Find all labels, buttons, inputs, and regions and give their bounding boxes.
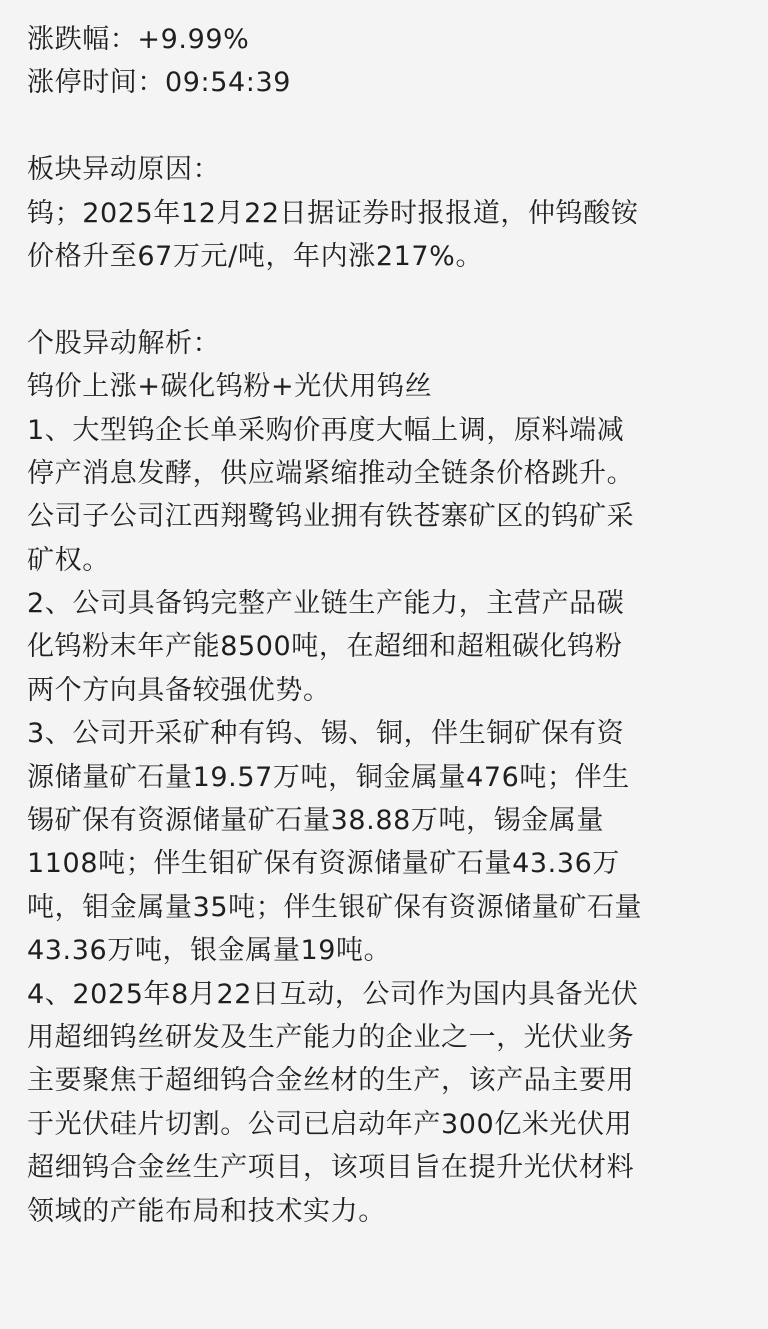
sector-reason-heading: 板块异动原因： bbox=[27, 154, 221, 186]
point-line: 领域的产能布局和技术实力。 bbox=[27, 1195, 386, 1227]
point-line: 吨，钼金属量35吨；伴生银矿保有资源储量矿石量 bbox=[27, 891, 643, 923]
point-line: 停产消息发酵，供应端紧缩推动全链条价格跳升。 bbox=[27, 457, 635, 489]
analysis-point-1 bbox=[27, 409, 747, 583]
point-line: 43.36万吨，银金属量19吨。 bbox=[27, 935, 392, 967]
point-line: 锡矿保有资源储量矿石量38.88万吨，锡金属量 bbox=[27, 805, 605, 837]
point-line: 3、公司开采矿种有钨、锡、铜，伴生铜矿保有资 bbox=[27, 718, 625, 750]
point-line: 两个方向具备较强优势。 bbox=[27, 674, 331, 706]
point-line: 于光伏硅片切割。公司已启动年产300亿米光伏用 bbox=[27, 1108, 633, 1140]
point-line: 2、公司具备钨完整产业链生产能力，主营产品碳 bbox=[27, 588, 625, 620]
point-line: 公司子公司江西翔鹭钨业拥有铁苍寨矿区的钨矿采 bbox=[27, 501, 635, 533]
point-line: 矿权。 bbox=[27, 544, 110, 576]
spacer bbox=[27, 278, 747, 321]
price-change-line: 涨跌幅：+9.99% bbox=[27, 24, 250, 55]
spacer bbox=[27, 105, 747, 148]
point-line: 超细钨合金丝生产项目，该项目旨在提升光伏材料 bbox=[27, 1152, 635, 1184]
sector-reason-line: 钨；2025年12月22日据证券时报报道，仲钨酸铵 bbox=[27, 197, 639, 229]
point-line: 化钨粉末年产能8500吨，在超细和超粗碳化钨粉 bbox=[27, 631, 623, 663]
point-line: 用超细钨丝研发及生产能力的企业之一，光伏业务 bbox=[27, 1021, 635, 1053]
stock-analysis-heading: 个股异动解析： bbox=[27, 327, 221, 359]
sector-reason-line: 价格升至67万元/吨，年内涨217%。 bbox=[27, 240, 484, 272]
analysis-point-3 bbox=[27, 712, 747, 972]
point-line: 主要聚焦于超细钨合金丝材的生产，该产品主要用 bbox=[27, 1065, 635, 1097]
point-line: 1、大型钨企长单采购价再度大幅上调，原料端减 bbox=[27, 414, 625, 446]
analysis-point-2 bbox=[27, 582, 747, 712]
article-body bbox=[27, 18, 747, 1233]
limit-up-time-line: 涨停时间：09:54:39 bbox=[27, 67, 292, 99]
stock-analysis-subtitle: 钨价上涨+碳化钨粉+光伏用钨丝 bbox=[27, 371, 433, 403]
point-line: 4、2025年8月22日互动，公司作为国内具备光伏 bbox=[27, 978, 639, 1010]
analysis-point-4 bbox=[27, 973, 747, 1233]
point-line: 1108吨；伴生钼矿保有资源储量矿石量43.36万 bbox=[27, 848, 621, 880]
point-line: 源储量矿石量19.57万吨，铜金属量476吨；伴生 bbox=[27, 761, 630, 793]
